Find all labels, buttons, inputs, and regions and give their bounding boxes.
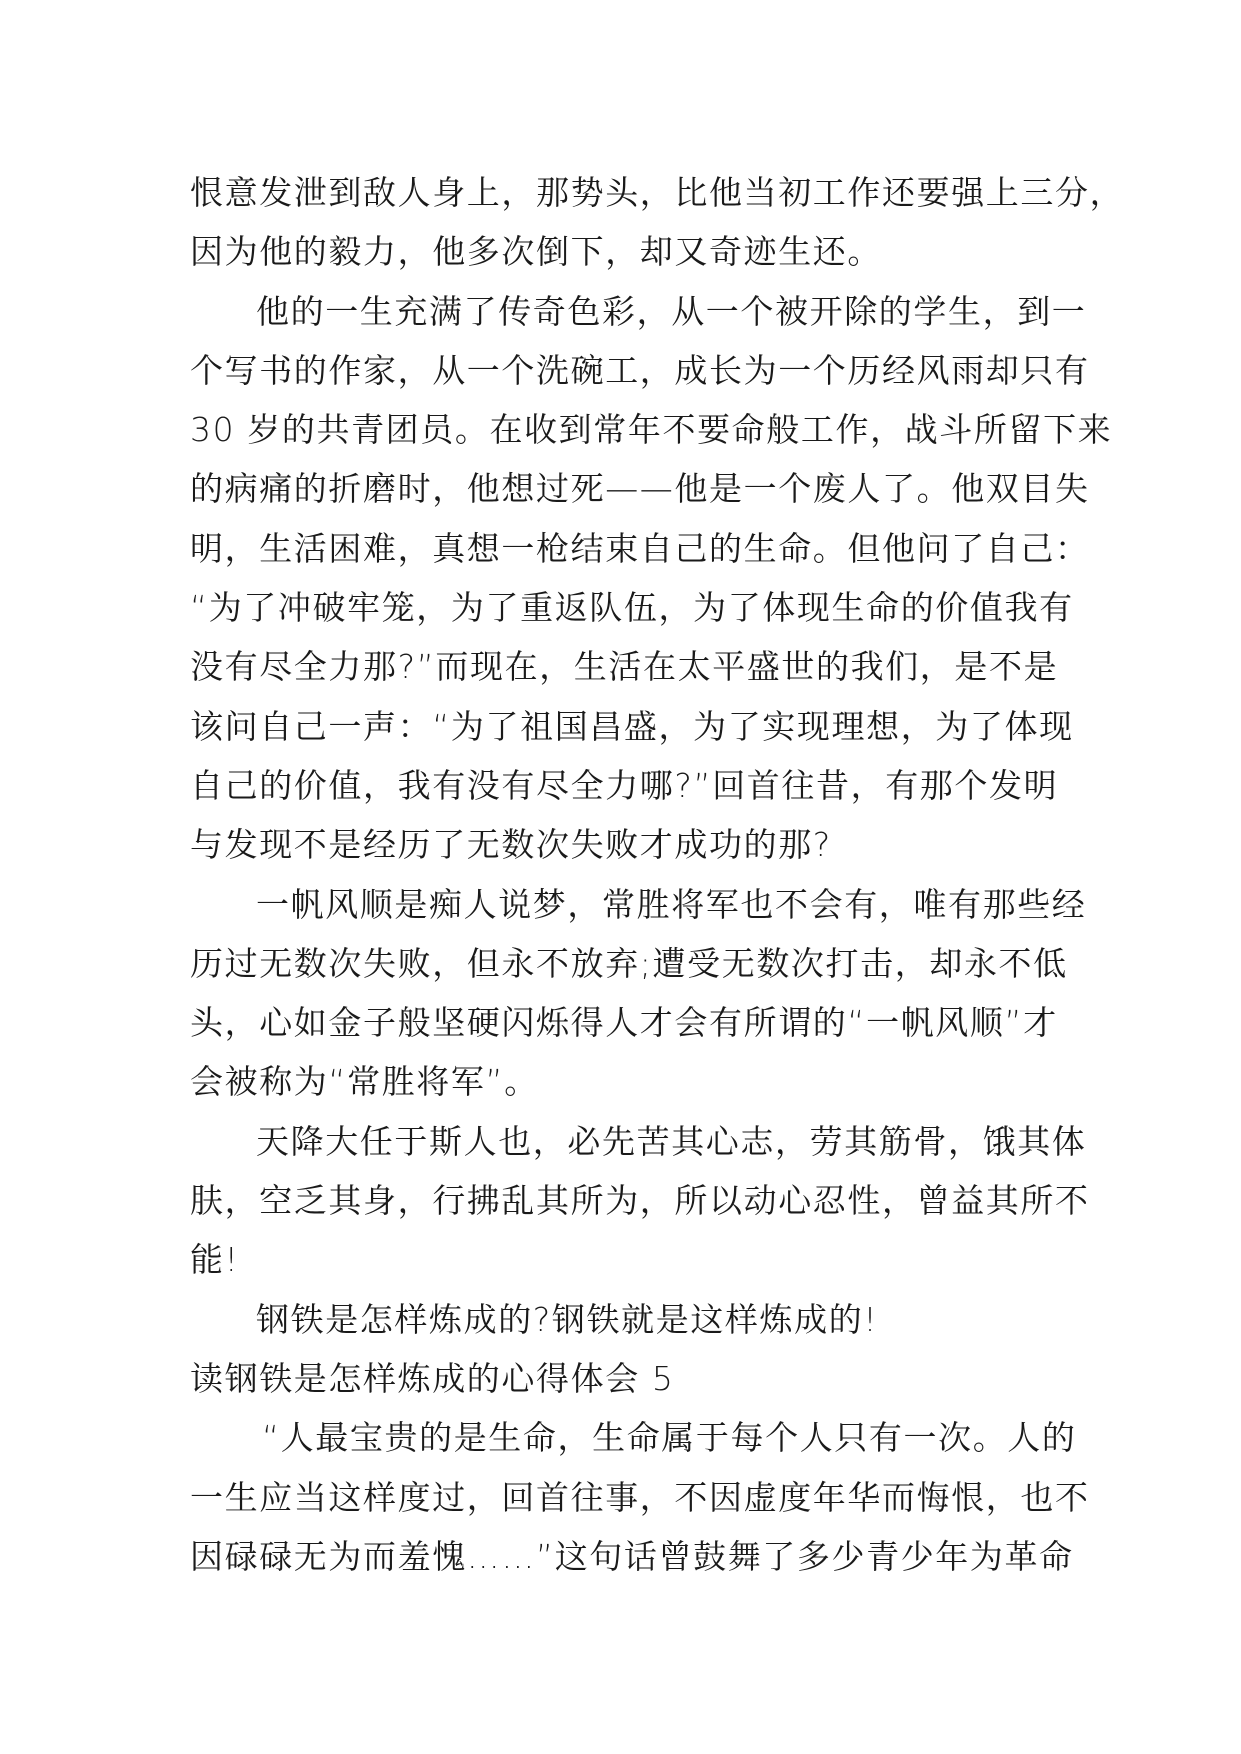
text-line: 一生应当这样度过，回首往事，不因虚度年华而悔恨，也不 — [190, 1477, 1090, 1517]
text-line: 自己的价值，我有没有尽全力哪?”回首往昔，有那个发明 — [190, 765, 1059, 805]
paragraph-start-line: 天降大任于斯人也，必先苦其心志，劳其筋骨，饿其体 — [256, 1121, 1087, 1161]
text-line: 明，生活困难，真想一枪结束自己的生命。但他问了自己： — [190, 528, 1090, 568]
text-line: 会被称为“常胜将军”。 — [190, 1062, 539, 1102]
text-line: 能! — [190, 1240, 240, 1280]
text-line: 的病痛的折磨时，他想过死——他是一个废人了。他双目失 — [190, 469, 1090, 509]
text-line: 没有尽全力那?”而现在，生活在太平盛世的我们，是不是 — [190, 647, 1059, 687]
document-body — [190, 163, 1125, 1586]
text-line: 因为他的毅力，他多次倒下，却又奇迹生还。 — [190, 232, 882, 272]
paragraph-start-line: 他的一生充满了传奇色彩，从一个被开除的学生，到一 — [256, 291, 1087, 331]
text-line: 个写书的作家，从一个洗碗工，成长为一个历经风雨却只有 — [190, 350, 1090, 390]
paragraph-start-line: 钢铁是怎样炼成的?钢铁就是这样炼成的! — [256, 1299, 879, 1339]
section-heading: 读钢铁是怎样炼成的心得体会 5 — [190, 1358, 675, 1398]
paragraph-start-line: “人最宝贵的是生命，生命属于每个人只有一次。人的 — [262, 1418, 1077, 1458]
text-line: “为了冲破牢笼，为了重返队伍，为了体现生命的价值我有 — [190, 588, 1074, 628]
text-line: 30 岁的共青团员。在收到常年不要命般工作，战斗所留下来 — [190, 410, 1113, 450]
text-line: 历过无数次失败，但永不放弃;遭受无数次打击，却永不低 — [190, 943, 1068, 983]
text-line: 恨意发泄到敌人身上，那势头，比他当初工作还要强上三分， — [190, 173, 1125, 212]
text-line: 与发现不是经历了无数次失败才成功的那? — [190, 825, 832, 865]
text-line: 头，心如金子般坚硬闪烁得人才会有所谓的“一帆风顺”才 — [190, 1003, 1058, 1043]
text-line: 肤，空乏其身，行拂乱其所为，所以动心忍性，曾益其所不 — [190, 1181, 1090, 1221]
text-line: 因碌碌无为而羞愧……”这句话曾鼓舞了多少青少年为革命 — [190, 1536, 1074, 1576]
paragraph-start-line: 一帆风顺是痴人说梦，常胜将军也不会有，唯有那些经 — [256, 884, 1087, 924]
text-line: 该问自己一声：“为了祖国昌盛，为了实现理想，为了体现 — [190, 706, 1074, 746]
